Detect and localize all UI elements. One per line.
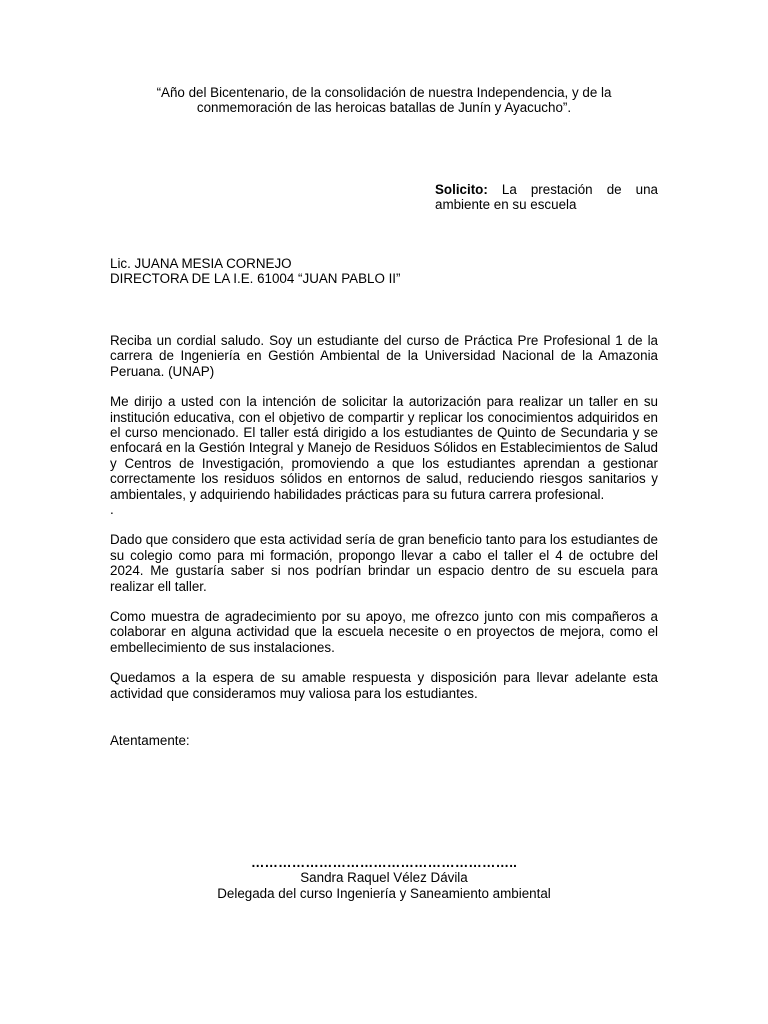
signature-role: Delegada del curso Ingeniería y Saneamiento ambiental: [217, 885, 551, 901]
signature-block: [110, 855, 658, 901]
recipient-name: Lic. JUANA MESIA CORNEJO: [110, 256, 292, 271]
recipient-block: [110, 256, 658, 287]
signature-name: Sandra Raquel Vélez Dávila: [300, 870, 468, 886]
paragraph-greeting: Reciba un cordial saludo. Soy un estudiante del curso de Práctica Pre Profesional 1 de la carrera de Ingeniería en Gestión Ambiental de la Universidad Nacional de la Amazonia Peruana. (UNAP): [110, 333, 658, 379]
stray-dot: .: [110, 502, 114, 518]
recipient-title: DIRECTORA DE LA I.E. 61004 “JUAN PABLO II”: [110, 271, 401, 287]
signature-line: …………………………………………………..: [250, 855, 518, 870]
subject-label: Solicito:: [435, 182, 488, 197]
subject-block: [435, 182, 658, 213]
paragraph-gratitude: Como muestra de agradecimiento por su apoyo, me ofrezco junto con mis compañeros a colaborar en alguna actividad que la escuela necesite o en proyectos de mejora, como el embellecimiento de sus instalaciones.: [110, 609, 658, 655]
letter-body: [110, 333, 658, 749]
paragraph-proposal: Dado que considero que esta actividad sería de gran beneficio tanto para los estudiantes de su colegio como para mi formación, propongo llevar a cabo el taller el 4 de octubre del 2024. Me gustaría saber si nos podrían brindar un espacio dentro de su escuela para realizar ell taller.: [110, 532, 658, 594]
subject-text: La prestación de una ambiente en su escuela: [435, 182, 658, 213]
header-quote: [110, 85, 658, 116]
paragraph-closing: Quedamos a la espera de su amable respuesta y disposición para llevar adelante esta actividad que consideramos muy valiosa para los estudiantes.: [110, 670, 658, 701]
paragraph-request: Me dirijo a usted con la intención de solicitar la autorización para realizar un taller en su institución educativa, con el objetivo de compartir y replicar los conocimientos adquiridos en el curso mencionado. El taller está dirigido a los estudiantes de Quinto de Secundaria y se enfocará en la Gestión Integral y Manejo de Residuos Sólidos en Establecimientos de Salud y Centros de Investigación, promoviendo a que los estudiantes aprendan a gestionar correctamente los residuos sólidos en entornos de salud, reduciendo riesgos sanitarios y ambientales, y adquiriendo habilidades prácticas para su futura carrera profesional.: [110, 394, 658, 502]
closing-salutation: Atentamente:: [110, 733, 190, 749]
header-quote-line2: conmemoración de las heroicas batallas de Junín y Ayacucho”.: [196, 100, 572, 116]
header-quote-line1: “Año del Bicentenario, de la consolidación de nuestra Independencia, y de la: [156, 85, 612, 100]
